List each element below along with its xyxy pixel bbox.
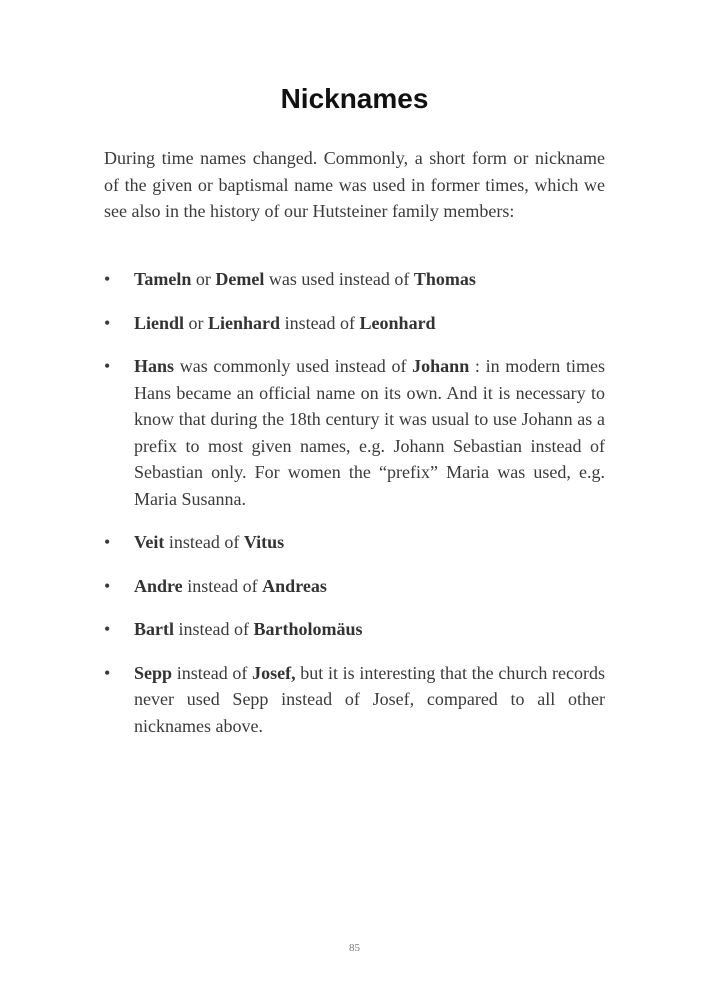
nickname-term: Veit	[134, 532, 165, 552]
given-name-term: Leonhard	[359, 312, 436, 333]
bullet-icon: •	[104, 312, 111, 333]
list-item	[104, 573, 605, 600]
nickname-list	[104, 266, 605, 756]
list-item	[104, 266, 605, 293]
item-text: but it is interesting that the church records never used Sepp instead of Josef, compared to all other nicknames above.	[134, 662, 605, 736]
given-name-term: Bartholomäus	[253, 619, 363, 639]
item-text: or	[191, 269, 216, 289]
bullet-icon: •	[104, 269, 111, 289]
bullet-icon: •	[104, 575, 111, 596]
given-name-term: Johann	[412, 356, 470, 376]
item-text: instead of	[164, 532, 244, 552]
nickname-term: Tameln	[134, 269, 192, 289]
list-item	[104, 310, 605, 337]
nickname-term: Hans	[134, 356, 175, 376]
page-title: Nicknames	[280, 83, 429, 114]
given-name-term: Andreas	[262, 575, 327, 596]
item-text: was commonly used instead of	[174, 356, 413, 376]
item-text: instead of	[174, 619, 254, 639]
nickname-term: Demel	[215, 269, 265, 289]
item-text: was used instead of	[264, 269, 414, 289]
nickname-term: Sepp	[134, 662, 173, 683]
nickname-term: Lienhard	[208, 312, 281, 333]
nickname-term: Andre	[134, 575, 183, 596]
given-name-term: Josef,	[252, 662, 296, 683]
bullet-icon: •	[104, 662, 111, 683]
bullet-icon: •	[104, 619, 111, 639]
page-number: 85	[349, 942, 360, 954]
bullet-icon: •	[104, 532, 111, 552]
item-text: instead of	[182, 575, 263, 596]
list-item	[104, 616, 605, 643]
item-text: or	[184, 312, 209, 333]
nickname-term: Bartl	[134, 619, 174, 639]
item-text: instead of	[280, 312, 360, 333]
item-text: : in modern times Hans became an official name on its own. And it is necessary to know that during the 18th century it was usual to use Johann as a prefix to most given names, e.g. Johann Sebastian instead of Sebastian only. For women the “prefix” Maria was used, e.g. Maria Susanna.	[134, 356, 605, 509]
given-name-term: Thomas	[413, 269, 476, 289]
list-item	[104, 529, 605, 556]
item-text: instead of	[172, 662, 253, 683]
intro-paragraph: During time names changed. Commonly, a short form or nickname of the given or baptismal name was used in former times, which we see also in the history of our Hutsteiner family members:	[104, 148, 605, 221]
given-name-term: Vitus	[243, 532, 285, 552]
list-item	[104, 353, 605, 512]
nickname-term: Liendl	[134, 312, 185, 333]
bullet-icon: •	[104, 356, 111, 376]
list-item	[104, 660, 605, 740]
